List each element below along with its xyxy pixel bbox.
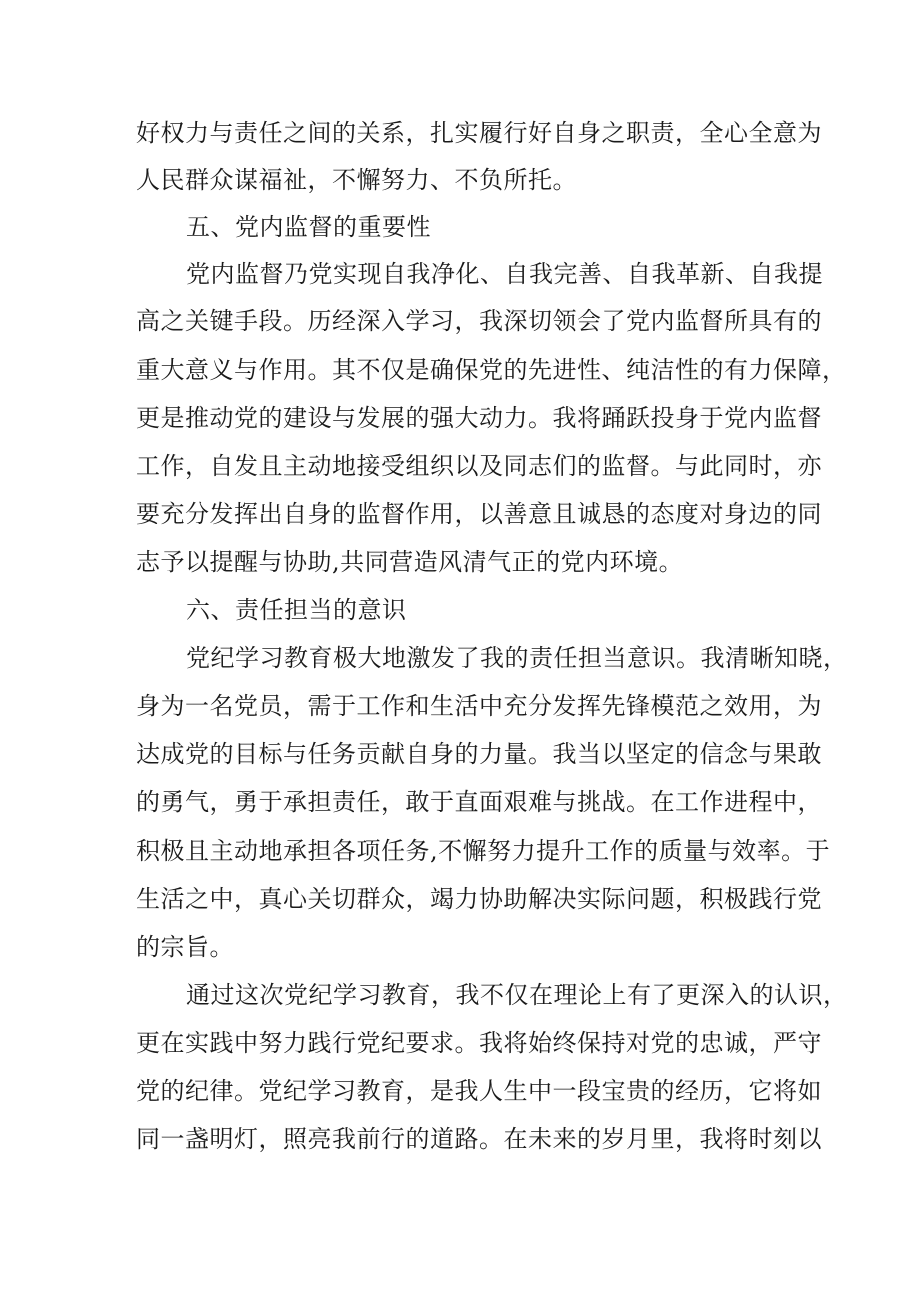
text-line: 党的纪律。党纪学习教育，是我人生中一段宝贵的经历，它将如 xyxy=(136,1077,822,1105)
section-heading: 六、责任担当的意识 xyxy=(186,596,407,624)
text-line: 人民群众谋福祉，不懈努力、不负所托。 xyxy=(136,166,577,194)
text-line: 更在实践中努力践行党纪要求。我将始终保持对党的忠诚，严守 xyxy=(136,1029,822,1057)
text-line: 的宗旨。 xyxy=(136,933,234,961)
text-line: 好权力与责任之间的关系，扎实履行好自身之职责，全心全意为 xyxy=(136,119,822,147)
text-line: 工作，自发且主动地接受组织以及同志们的监督。与此同时，亦 xyxy=(136,452,822,480)
text-line: 更是推动党的建设与发展的强大动力。我将踊跃投身于党内监督 xyxy=(136,404,822,432)
text-line: 达成党的目标与任务贡献自身的力量。我当以坚定的信念与果敢 xyxy=(136,740,822,768)
text-line: 通过这次党纪学习教育，我不仅在理论上有了更深入的认识， xyxy=(186,981,848,1009)
text-line: 党纪学习教育极大地激发了我的责任担当意识。我清晰知晓， xyxy=(186,644,848,672)
text-line: 要充分发挥出自身的监督作用，以善意且诚恳的态度对身边的同 xyxy=(136,500,822,528)
text-line: 党内监督乃党实现自我净化、自我完善、自我革新、自我提 xyxy=(186,260,823,288)
text-line: 身为一名党员，需于工作和生活中充分发挥先锋模范之效用，为 xyxy=(136,692,822,720)
section-heading: 五、党内监督的重要性 xyxy=(186,213,431,241)
text-line: 志予以提醒与协助,共同营造风清气正的党内环境。 xyxy=(136,548,684,576)
text-line: 的勇气，勇于承担责任，敢于直面艰难与挑战。在工作进程中， xyxy=(136,788,822,816)
text-line: 重大意义与作用。其不仅是确保党的先进性、纯洁性的有力保障， xyxy=(136,356,847,384)
text-line: 高之关键手段。历经深入学习，我深切领会了党内监督所具有的 xyxy=(136,307,822,335)
text-line: 同一盏明灯，照亮我前行的道路。在未来的岁月里，我将时刻以 xyxy=(136,1125,822,1153)
text-line: 生活之中，真心关切群众，竭力协助解决实际问题，积极践行党 xyxy=(136,885,822,913)
text-line: 积极且主动地承担各项任务,不懈努力提升工作的质量与效率。于 xyxy=(136,837,831,865)
